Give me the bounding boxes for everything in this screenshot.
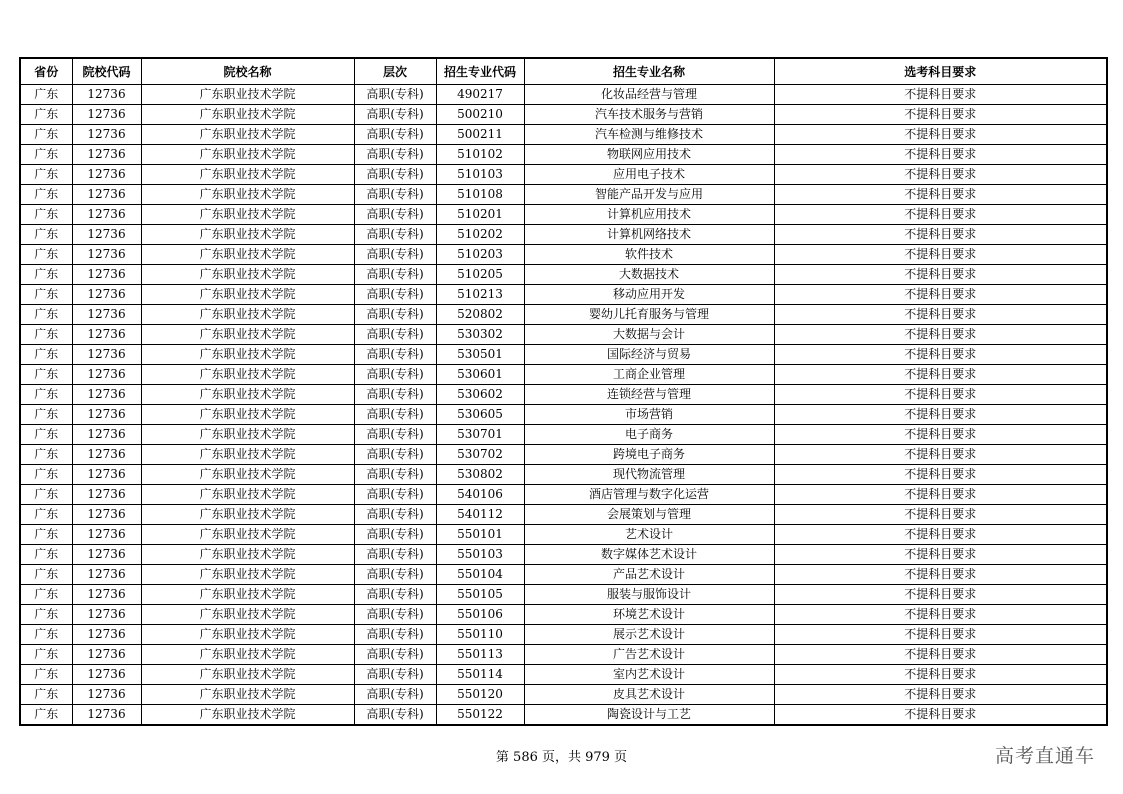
subject-requirement-cell: 不提科目要求 [774,145,1107,165]
school-code-cell: 12736 [72,145,141,165]
table-row [20,385,1107,405]
subject-requirement-cell: 不提科目要求 [774,385,1107,405]
table-row [20,165,1107,185]
major-code-cell: 530302 [436,325,524,345]
major-name-cell: 服装与服饰设计 [524,585,774,605]
subject-requirement-cell: 不提科目要求 [774,545,1107,565]
school-name-cell: 广东职业技术学院 [141,645,354,665]
school-name-cell: 广东职业技术学院 [141,265,354,285]
level-cell: 高职(专科) [354,365,436,385]
level-cell: 高职(专科) [354,705,436,726]
level-cell: 高职(专科) [354,85,436,105]
major-name-cell: 大数据技术 [524,265,774,285]
school-code-cell: 12736 [72,645,141,665]
school-code-cell: 12736 [72,205,141,225]
major-code-cell: 530702 [436,445,524,465]
province-cell: 广东 [20,105,72,125]
major-name-cell: 工商企业管理 [524,365,774,385]
province-cell: 广东 [20,325,72,345]
school-name-cell: 广东职业技术学院 [141,85,354,105]
level-cell: 高职(专科) [354,345,436,365]
level-cell: 高职(专科) [354,585,436,605]
major-name-cell: 连锁经营与管理 [524,385,774,405]
school-name-cell: 广东职业技术学院 [141,225,354,245]
province-cell: 广东 [20,565,72,585]
province-cell: 广东 [20,465,72,485]
table-row [20,305,1107,325]
major-name-cell: 计算机网络技术 [524,225,774,245]
table-row [20,445,1107,465]
school-name-cell: 广东职业技术学院 [141,345,354,365]
school-code-cell: 12736 [72,305,141,325]
level-cell: 高职(专科) [354,245,436,265]
subject-requirement-cell: 不提科目要求 [774,345,1107,365]
school-code-cell: 12736 [72,605,141,625]
school-code-cell: 12736 [72,565,141,585]
school-name-cell: 广东职业技术学院 [141,165,354,185]
school-name-cell: 广东职业技术学院 [141,625,354,645]
level-cell: 高职(专科) [354,625,436,645]
province-cell: 广东 [20,505,72,525]
column-header-level: 层次 [354,58,436,85]
table-row [20,265,1107,285]
table-row [20,145,1107,165]
level-cell: 高职(专科) [354,225,436,245]
level-cell: 高职(专科) [354,565,436,585]
level-cell: 高职(专科) [354,145,436,165]
province-cell: 广东 [20,445,72,465]
level-cell: 高职(专科) [354,305,436,325]
level-cell: 高职(专科) [354,505,436,525]
province-cell: 广东 [20,705,72,726]
major-code-cell: 510203 [436,245,524,265]
subject-requirement-cell: 不提科目要求 [774,125,1107,145]
school-code-cell: 12736 [72,405,141,425]
major-name-cell: 会展策划与管理 [524,505,774,525]
major-code-cell: 550122 [436,705,524,726]
school-code-cell: 12736 [72,185,141,205]
table-header-row [20,58,1107,85]
major-name-cell: 艺术设计 [524,525,774,545]
school-code-cell: 12736 [72,85,141,105]
major-name-cell: 软件技术 [524,245,774,265]
major-code-cell: 510103 [436,165,524,185]
major-name-cell: 国际经济与贸易 [524,345,774,365]
subject-requirement-cell: 不提科目要求 [774,685,1107,705]
school-name-cell: 广东职业技术学院 [141,105,354,125]
subject-requirement-cell: 不提科目要求 [774,405,1107,425]
subject-requirement-cell: 不提科目要求 [774,305,1107,325]
province-cell: 广东 [20,485,72,505]
school-code-cell: 12736 [72,545,141,565]
school-code-cell: 12736 [72,485,141,505]
major-code-cell: 550106 [436,605,524,625]
major-code-cell: 530501 [436,345,524,365]
province-cell: 广东 [20,265,72,285]
level-cell: 高职(专科) [354,485,436,505]
level-cell: 高职(专科) [354,405,436,425]
major-name-cell: 环境艺术设计 [524,605,774,625]
table-row [20,705,1107,726]
table-row [20,365,1107,385]
province-cell: 广东 [20,385,72,405]
province-cell: 广东 [20,625,72,645]
table-row [20,85,1107,105]
province-cell: 广东 [20,345,72,365]
province-cell: 广东 [20,645,72,665]
subject-requirement-cell: 不提科目要求 [774,445,1107,465]
subject-requirement-cell: 不提科目要求 [774,525,1107,545]
table-body [20,85,1107,726]
school-name-cell: 广东职业技术学院 [141,685,354,705]
subject-requirement-cell: 不提科目要求 [774,365,1107,385]
school-name-cell: 广东职业技术学院 [141,125,354,145]
level-cell: 高职(专科) [354,265,436,285]
province-cell: 广东 [20,245,72,265]
level-cell: 高职(专科) [354,525,436,545]
major-code-cell: 520802 [436,305,524,325]
column-header-major-code: 招生专业代码 [436,58,524,85]
major-code-cell: 510102 [436,145,524,165]
level-cell: 高职(专科) [354,105,436,125]
subject-requirement-cell: 不提科目要求 [774,705,1107,726]
column-header-subject-requirement: 选考科目要求 [774,58,1107,85]
subject-requirement-cell: 不提科目要求 [774,425,1107,445]
school-code-cell: 12736 [72,425,141,445]
major-name-cell: 化妆品经营与管理 [524,85,774,105]
table-row [20,545,1107,565]
table-row [20,585,1107,605]
major-name-cell: 展示艺术设计 [524,625,774,645]
level-cell: 高职(专科) [354,425,436,445]
school-code-cell: 12736 [72,345,141,365]
table-row [20,465,1107,485]
school-code-cell: 12736 [72,385,141,405]
school-code-cell: 12736 [72,225,141,245]
school-name-cell: 广东职业技术学院 [141,405,354,425]
major-code-cell: 510201 [436,205,524,225]
major-code-cell: 550114 [436,665,524,685]
level-cell: 高职(专科) [354,325,436,345]
province-cell: 广东 [20,305,72,325]
major-name-cell: 产品艺术设计 [524,565,774,585]
school-name-cell: 广东职业技术学院 [141,505,354,525]
major-code-cell: 530605 [436,405,524,425]
major-code-cell: 550103 [436,545,524,565]
major-name-cell: 陶瓷设计与工艺 [524,705,774,726]
province-cell: 广东 [20,365,72,385]
school-name-cell: 广东职业技术学院 [141,245,354,265]
school-code-cell: 12736 [72,285,141,305]
subject-requirement-cell: 不提科目要求 [774,245,1107,265]
table-row [20,505,1107,525]
school-code-cell: 12736 [72,465,141,485]
table-row [20,485,1107,505]
school-name-cell: 广东职业技术学院 [141,585,354,605]
school-name-cell: 广东职业技术学院 [141,545,354,565]
school-name-cell: 广东职业技术学院 [141,205,354,225]
table-row [20,625,1107,645]
major-name-cell: 应用电子技术 [524,165,774,185]
major-code-cell: 530601 [436,365,524,385]
subject-requirement-cell: 不提科目要求 [774,165,1107,185]
subject-requirement-cell: 不提科目要求 [774,225,1107,245]
school-name-cell: 广东职业技术学院 [141,145,354,165]
subject-requirement-cell: 不提科目要求 [774,505,1107,525]
subject-requirement-cell: 不提科目要求 [774,625,1107,645]
level-cell: 高职(专科) [354,385,436,405]
province-cell: 广东 [20,525,72,545]
subject-requirement-cell: 不提科目要求 [774,645,1107,665]
major-name-cell: 广告艺术设计 [524,645,774,665]
level-cell: 高职(专科) [354,165,436,185]
major-name-cell: 数字媒体艺术设计 [524,545,774,565]
school-name-cell: 广东职业技术学院 [141,185,354,205]
page-number: 第 586 页，共 979 页 [495,750,628,765]
column-header-major-name: 招生专业名称 [524,58,774,85]
table-row [20,425,1107,445]
province-cell: 广东 [20,85,72,105]
major-name-cell: 市场营销 [524,405,774,425]
major-code-cell: 550105 [436,585,524,605]
level-cell: 高职(专科) [354,465,436,485]
major-name-cell: 皮具艺术设计 [524,685,774,705]
school-code-cell: 12736 [72,125,141,145]
school-code-cell: 12736 [72,705,141,726]
major-code-cell: 530701 [436,425,524,445]
subject-requirement-cell: 不提科目要求 [774,205,1107,225]
major-name-cell: 酒店管理与数字化运营 [524,485,774,505]
school-name-cell: 广东职业技术学院 [141,385,354,405]
province-cell: 广东 [20,205,72,225]
school-code-cell: 12736 [72,325,141,345]
subject-requirement-cell: 不提科目要求 [774,665,1107,685]
level-cell: 高职(专科) [354,685,436,705]
school-code-cell: 12736 [72,685,141,705]
major-name-cell: 电子商务 [524,425,774,445]
major-name-cell: 移动应用开发 [524,285,774,305]
table-row [20,245,1107,265]
table-row [20,605,1107,625]
table-row [20,685,1107,705]
table-row [20,185,1107,205]
school-name-cell: 广东职业技术学院 [141,465,354,485]
school-name-cell: 广东职业技术学院 [141,425,354,445]
province-cell: 广东 [20,225,72,245]
major-code-cell: 500210 [436,105,524,125]
subject-requirement-cell: 不提科目要求 [774,285,1107,305]
school-name-cell: 广东职业技术学院 [141,285,354,305]
subject-requirement-cell: 不提科目要求 [774,465,1107,485]
province-cell: 广东 [20,425,72,445]
column-header-school-code: 院校代码 [72,58,141,85]
subject-requirement-cell: 不提科目要求 [774,485,1107,505]
major-name-cell: 婴幼儿托育服务与管理 [524,305,774,325]
school-code-cell: 12736 [72,445,141,465]
major-name-cell: 跨境电子商务 [524,445,774,465]
table-row [20,405,1107,425]
school-name-cell: 广东职业技术学院 [141,485,354,505]
table-row [20,105,1107,125]
level-cell: 高职(专科) [354,125,436,145]
major-name-cell: 汽车检测与维修技术 [524,125,774,145]
province-cell: 广东 [20,185,72,205]
school-code-cell: 12736 [72,365,141,385]
major-code-cell: 510202 [436,225,524,245]
school-code-cell: 12736 [72,245,141,265]
province-cell: 广东 [20,405,72,425]
major-code-cell: 550113 [436,645,524,665]
major-code-cell: 530802 [436,465,524,485]
major-code-cell: 550101 [436,525,524,545]
major-code-cell: 510213 [436,285,524,305]
major-name-cell: 室内艺术设计 [524,665,774,685]
level-cell: 高职(专科) [354,645,436,665]
level-cell: 高职(专科) [354,545,436,565]
major-code-cell: 550104 [436,565,524,585]
province-cell: 广东 [20,545,72,565]
level-cell: 高职(专科) [354,665,436,685]
table-row [20,285,1107,305]
major-name-cell: 大数据与会计 [524,325,774,345]
table-row [20,645,1107,665]
subject-requirement-cell: 不提科目要求 [774,605,1107,625]
school-code-cell: 12736 [72,585,141,605]
province-cell: 广东 [20,145,72,165]
school-name-cell: 广东职业技术学院 [141,605,354,625]
subject-requirement-cell: 不提科目要求 [774,585,1107,605]
major-code-cell: 540112 [436,505,524,525]
column-header-school-name: 院校名称 [141,58,354,85]
level-cell: 高职(专科) [354,445,436,465]
major-code-cell: 510205 [436,265,524,285]
province-cell: 广东 [20,165,72,185]
table-row [20,345,1107,365]
major-code-cell: 530602 [436,385,524,405]
table-row [20,565,1107,585]
table-row [20,225,1107,245]
province-cell: 广东 [20,605,72,625]
table-row [20,205,1107,225]
major-name-cell: 汽车技术服务与营销 [524,105,774,125]
column-header-province: 省份 [20,58,72,85]
subject-requirement-cell: 不提科目要求 [774,85,1107,105]
subject-requirement-cell: 不提科目要求 [774,265,1107,285]
school-code-cell: 12736 [72,525,141,545]
province-cell: 广东 [20,585,72,605]
subject-requirement-cell: 不提科目要求 [774,185,1107,205]
level-cell: 高职(专科) [354,205,436,225]
major-code-cell: 490217 [436,85,524,105]
major-code-cell: 510108 [436,185,524,205]
subject-requirement-cell: 不提科目要求 [774,565,1107,585]
major-code-cell: 550120 [436,685,524,705]
watermark-text: 高考直通车 [994,745,1095,767]
school-name-cell: 广东职业技术学院 [141,705,354,726]
major-name-cell: 物联网应用技术 [524,145,774,165]
major-code-cell: 540106 [436,485,524,505]
school-code-cell: 12736 [72,265,141,285]
major-name-cell: 现代物流管理 [524,465,774,485]
table-row [20,125,1107,145]
level-cell: 高职(专科) [354,185,436,205]
major-code-cell: 500211 [436,125,524,145]
school-name-cell: 广东职业技术学院 [141,665,354,685]
school-code-cell: 12736 [72,625,141,645]
school-name-cell: 广东职业技术学院 [141,325,354,345]
school-name-cell: 广东职业技术学院 [141,565,354,585]
school-code-cell: 12736 [72,165,141,185]
school-code-cell: 12736 [72,505,141,525]
school-name-cell: 广东职业技术学院 [141,445,354,465]
province-cell: 广东 [20,665,72,685]
level-cell: 高职(专科) [354,285,436,305]
province-cell: 广东 [20,125,72,145]
table-row [20,665,1107,685]
school-code-cell: 12736 [72,105,141,125]
province-cell: 广东 [20,685,72,705]
province-cell: 广东 [20,285,72,305]
major-name-cell: 智能产品开发与应用 [524,185,774,205]
major-name-cell: 计算机应用技术 [524,205,774,225]
school-name-cell: 广东职业技术学院 [141,305,354,325]
level-cell: 高职(专科) [354,605,436,625]
table-row [20,325,1107,345]
school-name-cell: 广东职业技术学院 [141,365,354,385]
major-code-cell: 550110 [436,625,524,645]
school-code-cell: 12736 [72,665,141,685]
admissions-table [19,57,1108,726]
subject-requirement-cell: 不提科目要求 [774,105,1107,125]
school-name-cell: 广东职业技术学院 [141,525,354,545]
subject-requirement-cell: 不提科目要求 [774,325,1107,345]
table-row [20,525,1107,545]
